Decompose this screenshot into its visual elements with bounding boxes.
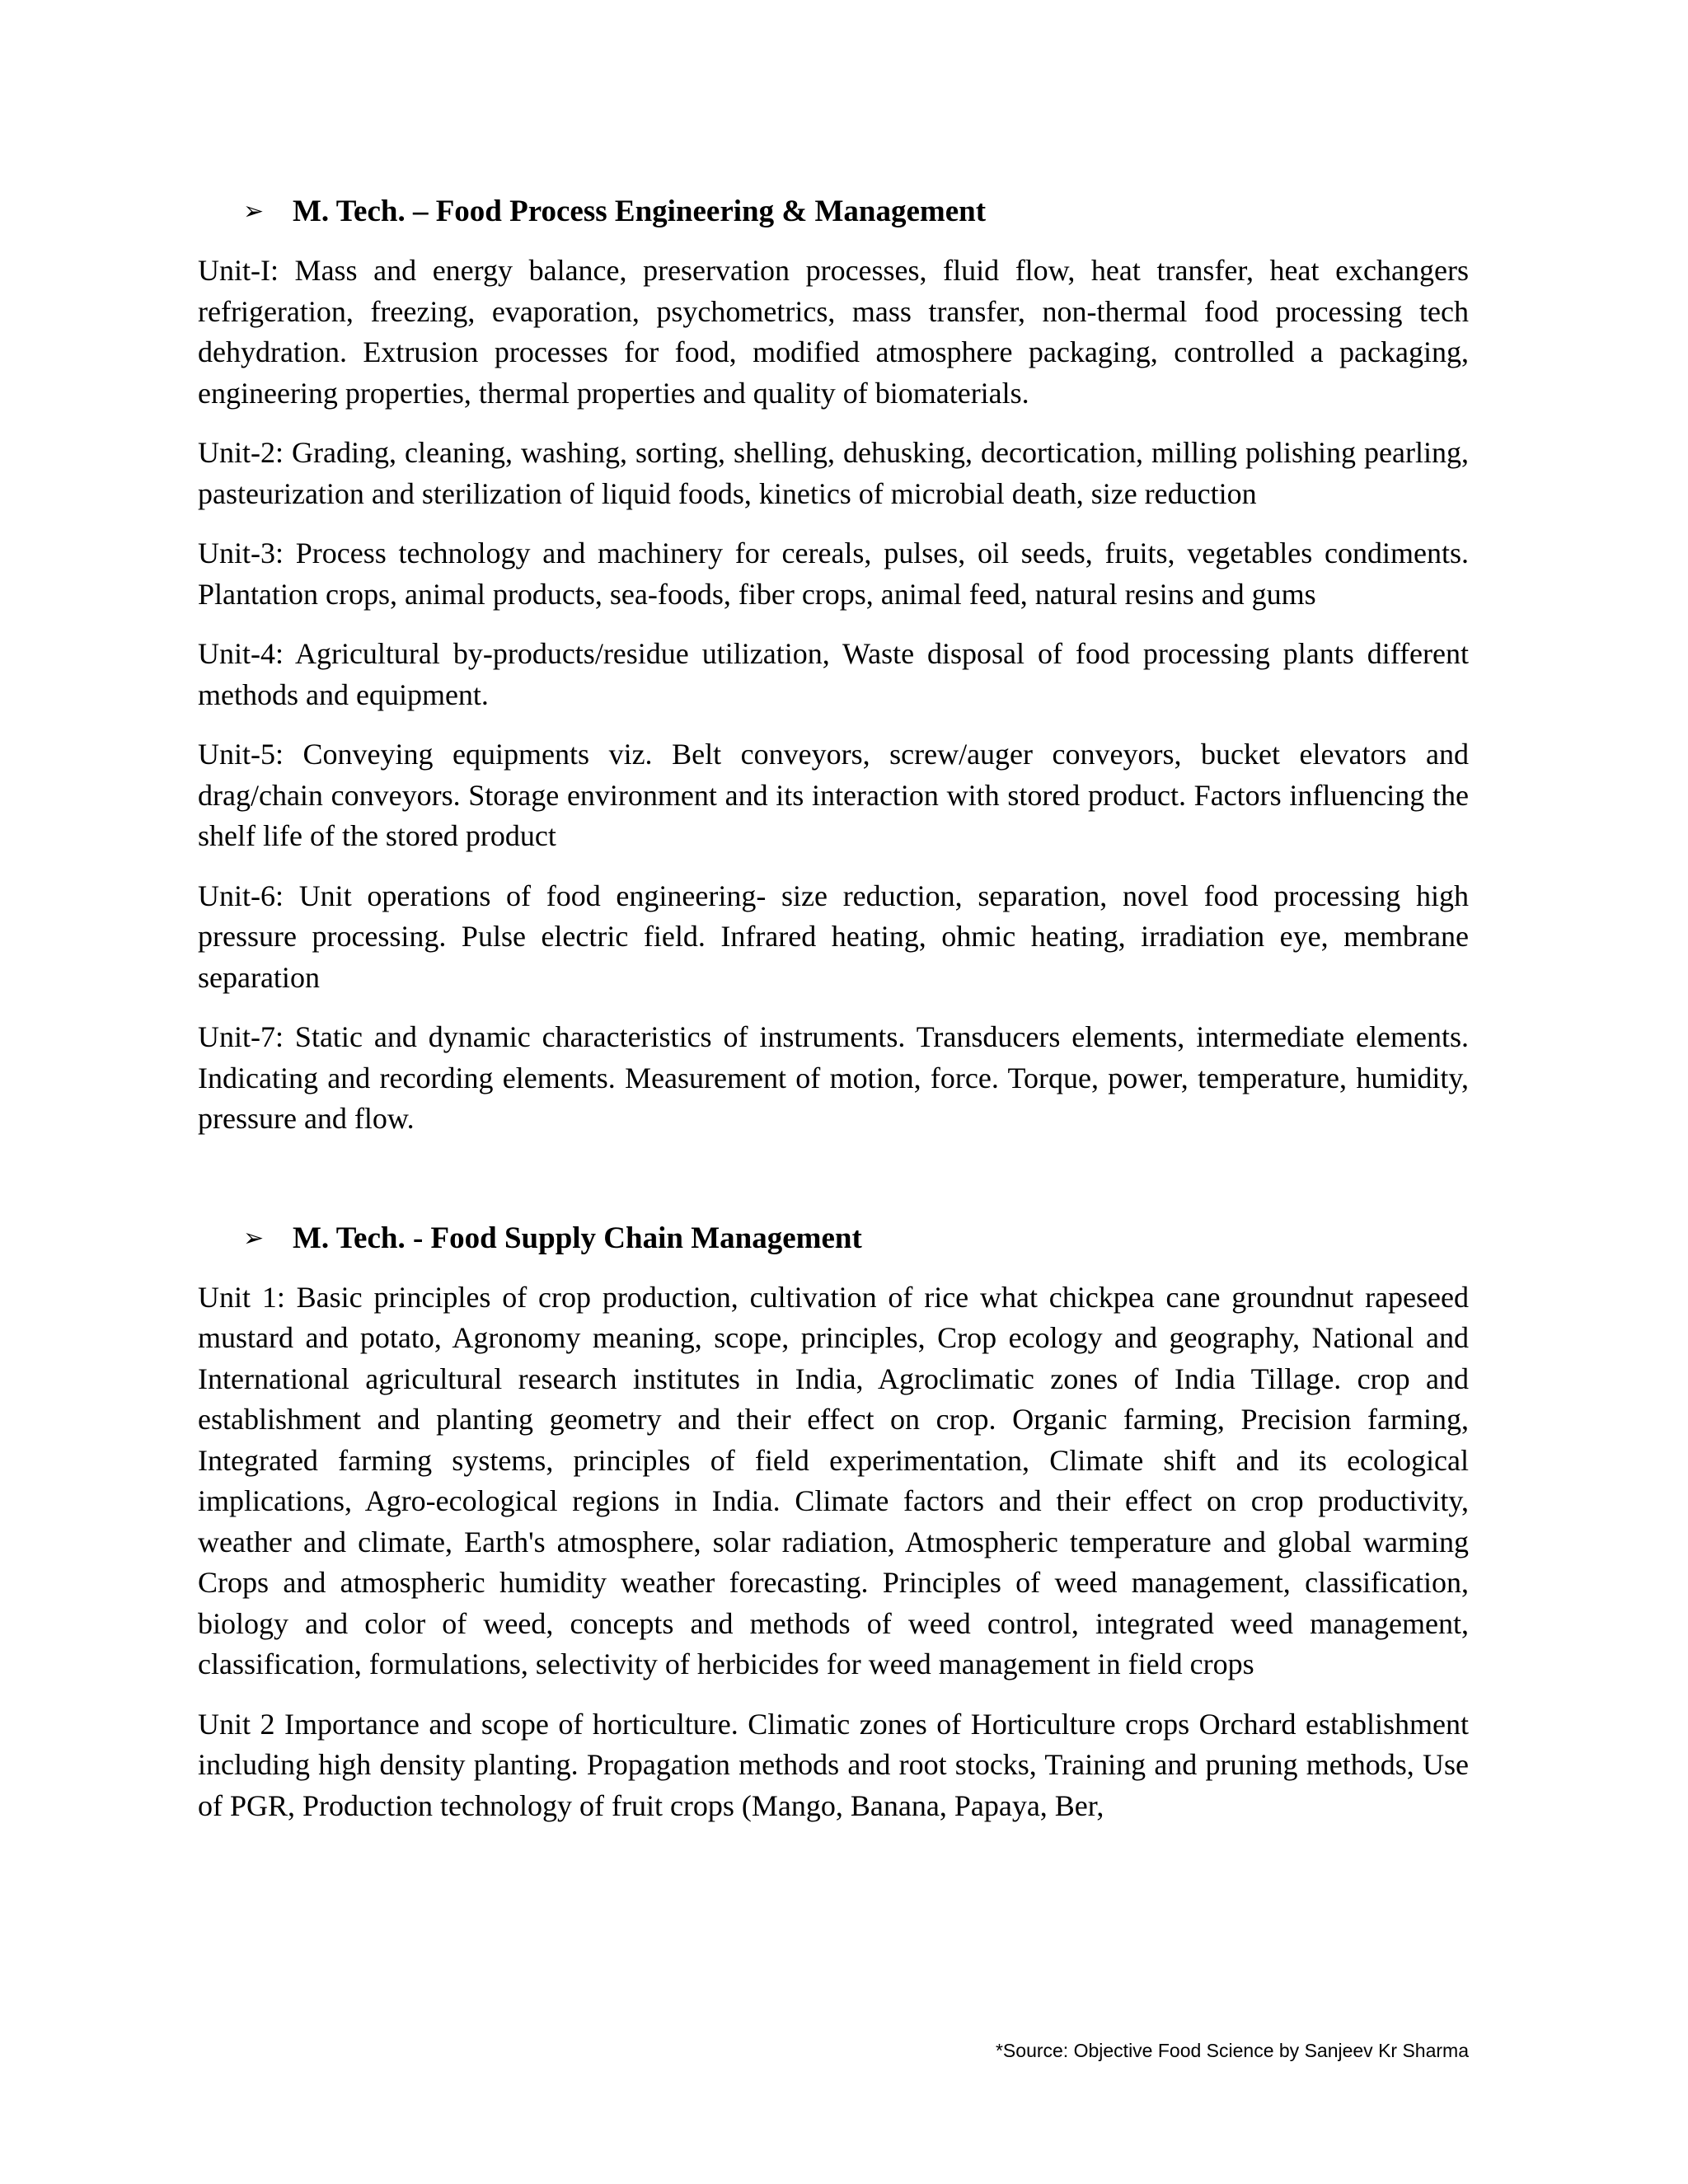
- arrow-bullet-icon: ➢: [243, 197, 265, 226]
- unit-paragraph: Unit 2 Importance and scope of horticulture. Climatic zones of Horticulture crops Orchard establishment including high density planting. Propagation methods and root stocks, Training and pruning methods, Use of PGR, Production technology of fruit crops (Mango, Banana, Papaya, Ber,: [198, 1707, 1469, 1822]
- unit-paragraph: Unit-4: Agricultural by-products/residue utilization, Waste disposal of food processing plants different methods and equipment.: [198, 637, 1469, 711]
- unit-paragraph: Unit-5: Conveying equipments viz. Belt conveyors, screw/auger conveyors, bucket elevators and drag/chain conveyors. Storage environment and its interaction with stored product. Factors influencing the shelf life of the stored product: [198, 738, 1469, 852]
- unit-paragraph: Unit-I: Mass and energy balance, preservation processes, fluid flow, heat transfer, heat exchangers refrigeration, freezing, evaporation, psychometrics, mass transfer, non-thermal food processing tech dehydration. Extrusion processes for food, modified atmosphere packaging, controlled a packaging, engineering properties, thermal properties and quality of biomaterials.: [198, 254, 1469, 410]
- unit-paragraph: Unit-6: Unit operations of food engineering- size reduction, separation, novel food processing high pressure processing. Pulse electric field. Infrared heating, ohmic heating, irradiation eye, membrane separation: [198, 879, 1469, 994]
- section-title: M. Tech. – Food Process Engineering & Management: [293, 194, 987, 228]
- section-spacer: [198, 1159, 1469, 1218]
- unit-paragraph: Unit-3: Process technology and machinery for cereals, pulses, oil seeds, fruits, vegetables condiments. Plantation crops, animal products, sea-foods, fiber crops, animal feed, natural resins and gums: [198, 537, 1469, 611]
- section-title: M. Tech. - Food Supply Chain Management: [293, 1221, 862, 1255]
- section-heading-food-process-engineering: [198, 191, 1469, 232]
- unit-paragraph: Unit-7: Static and dynamic characteristics of instruments. Transducers elements, intermediate elements. Indicating and recording elements. Measurement of motion, force. Torque, power, temperature, humidity, pressure and flow.: [198, 1020, 1469, 1135]
- unit-paragraph: Unit 1: Basic principles of crop production, cultivation of rice what chickpea cane groundnut rapeseed mustard and potato, Agronomy meaning, scope, principles, Crop ecology and geography, National and International agricultural research institutes in India, Agroclimatic zones of India Tillage. crop and establishment and planting geometry and their effect on crop. Organic farming, Precision farming, Integrated farming systems, principles of field experimentation, Climate shift and its ecological implications, Agro-ecological regions in India. Climate factors and their effect on crop productivity, weather and climate, Earth's atmosphere, solar radiation, Atmospheric temperature and global warming Crops and atmospheric humidity weather forecasting. Principles of weed management, classification, biology and color of weed, concepts and methods of weed control, integrated weed management, classification, formulations, selectivity of herbicides for weed management in field crops: [198, 1280, 1469, 1680]
- unit-paragraph: Unit-2: Grading, cleaning, washing, sorting, shelling, dehusking, decortication, milling polishing pearling, pasteurization and sterilization of liquid foods, kinetics of microbial death, size reduction: [198, 436, 1469, 510]
- footer-source-note: *Source: Objective Food Science by Sanjeev Kr Sharma: [995, 2040, 1469, 2061]
- page-content: [198, 191, 1469, 1845]
- section-heading-food-supply-chain: [198, 1218, 1469, 1259]
- arrow-bullet-icon: ➢: [243, 1223, 265, 1253]
